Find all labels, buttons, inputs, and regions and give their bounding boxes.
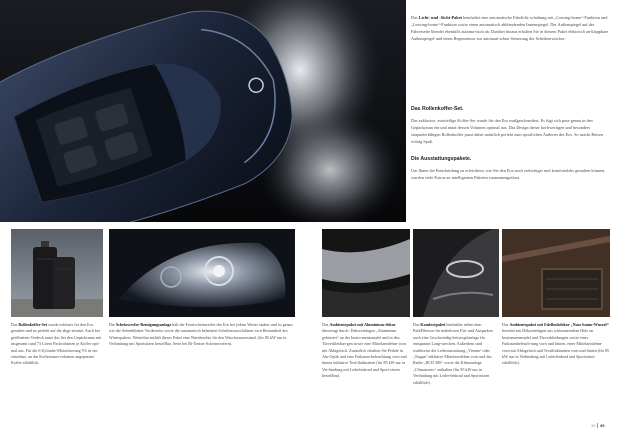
hero-image-car-headlights	[0, 0, 406, 222]
rollenkoffer-section	[411, 106, 609, 145]
page-number-left: 38	[591, 423, 596, 428]
licht-sicht-paragraph	[411, 14, 609, 42]
photo-luggage	[11, 229, 103, 317]
page-number-right: 39	[600, 423, 605, 428]
photo-headlight-cleaning	[109, 229, 295, 317]
section-heading-ausstattung: Die Ausstattungspakete.	[411, 156, 472, 162]
section-paragraph-rollenkoffer: Das exklusive, zweiteilige Koffer-Set wurde für den Eos maßgeschneidert. Es fügt sich pass-genau in den Gepäckraum ein und nutzt dessen Volumen optimal aus. Das Design dieser hochwertigen und besonders strapazierfähigen Rollenkoffer passt dabei natürlich perfekt zum sportlichen Äußeren des Eos. So macht Reisen richtig Spaß.	[411, 118, 604, 144]
caption-rollenkoffer: Das Rollenkoffer-Set wurde exklusiv für den Eos gestaltet und ist perfekt auf die abge-stimmt. Auch bei geöffnetem Verdeck nutzt das Set den Gepäckraum mit insgesamt rund 73 Litern Packvolumen je Koffer opti-mal aus. Für die 6-Zylinder-Motorisierung V6 ist ein einzelner, an das Kofferraum-volumen angepasster Koffer erhältlich.	[11, 322, 102, 366]
caption-scheinwerfer: Die Scheinwerfer-Reinigungsanlage hält die Frontscheinwerfer des Eos bei jedem Wetter sauber und ist genau wie die Seitenblinker Vorderseite sowie die automatisch beheizten Scheibenwaschdüsen vorn Bestandteil des Winterpakets. Weiterhin enthält dieses Paket eine Warnleuchte für den Waschwasserstand. (für 85 kW nur in Verbindung mit Sportsitzen bestellbar, Serie bei Bi-Xenon-Scheinwerfern).	[109, 322, 293, 347]
caption-komfortpaket: Das Komfortpaket beinhaltet neben dem ParkPilotvon für mühelosen Ein- und Ausparken auch eine Geschwindig-keitsregelanlage für entspannte Lang-strecken. Außerdem sind wahlweise die Lederausstattung „Vienna“ oder „Nappa“ inklusive Mittelarmlehne vorn und das Radio „RCD 300“ sowie die Klimaanlage „Climatronic“ enthalten (für 85 kW nur in Verbindung mit Leder-lenkrad und Sportsitzen erhältlich).	[413, 322, 493, 385]
paragraph-prefix: Das	[411, 15, 419, 20]
section-heading-rollenkoffer: Das Rollenkoffer-Set.	[411, 106, 464, 112]
section-paragraph-ausstattung: Um Ihnen die Entscheidung zu erleichtern, wie Sie den Eos noch vielseitiger und komfortabler gestalten können, wurden viele Extras zu intelligenten Paketen zusammengefasst.	[411, 168, 606, 180]
photo-edelholzdekor	[502, 229, 610, 317]
photo-aluminium-dekor	[322, 229, 410, 317]
caption-ambiente-edelholz: Das Ambientepaket mit Edelholzdekor „Nuss-baum-Wurzel“ besticht mit Dekoreinlagen aus schimmerndem Holz an Instrumententafel und Türverkleidungen sowie einer Fußraumbeleuch-tung vorn und hinten, einer Mittelarmlehne vorn mit Ablagefach und Textilfußmatten vorn und hinten (für 85 kW nur in Verbindung mit Lederlenkrad und Sportsitzen erhältlich).	[502, 322, 610, 366]
ausstattung-section	[411, 156, 609, 181]
page-separator	[597, 423, 598, 428]
paragraph-text: beinhaltet eine automatische Fahrlicht-schaltung mit „Coming-home“-Funktion und „Leaving-home“-Funktion sowie einen automatisch abblendenden Innenspiegel. Der Außenspiegel auf der Fahrerseite blendet ebenfalls automa-tisch ab. Darüber hinaus erhalten Sie in diesem Paket elektrisch an-klappbare Außenspiegel und einen Regensensor zur automati-schen Steuerung der Scheibenwischer.	[411, 15, 609, 41]
photo-komfortpaket	[413, 229, 499, 317]
paragraph-bold-term: Licht- und -Sicht-Paket	[418, 15, 462, 20]
caption-ambiente-aluminium: Das Ambientepaket mit Aluminium-dekor überzeugt durch: Dekoreinlagen „Aluminium gebürstet“ an der Instru-mententafel und in den Türverkleidun-gen sowie eine Mittelarmlehne vorn mit Ablagefach. Zusätzlich erhalten Sie Pedale in Alu-Optik und eine Fußraum-beleuchtung vorn und hinten inklusive Textilfußmatten (für 85 kW nur in Ver-bindung mit Lederlenkrad und Sport-sitzen bestellbar).	[322, 322, 407, 379]
page-numbers	[591, 423, 605, 428]
